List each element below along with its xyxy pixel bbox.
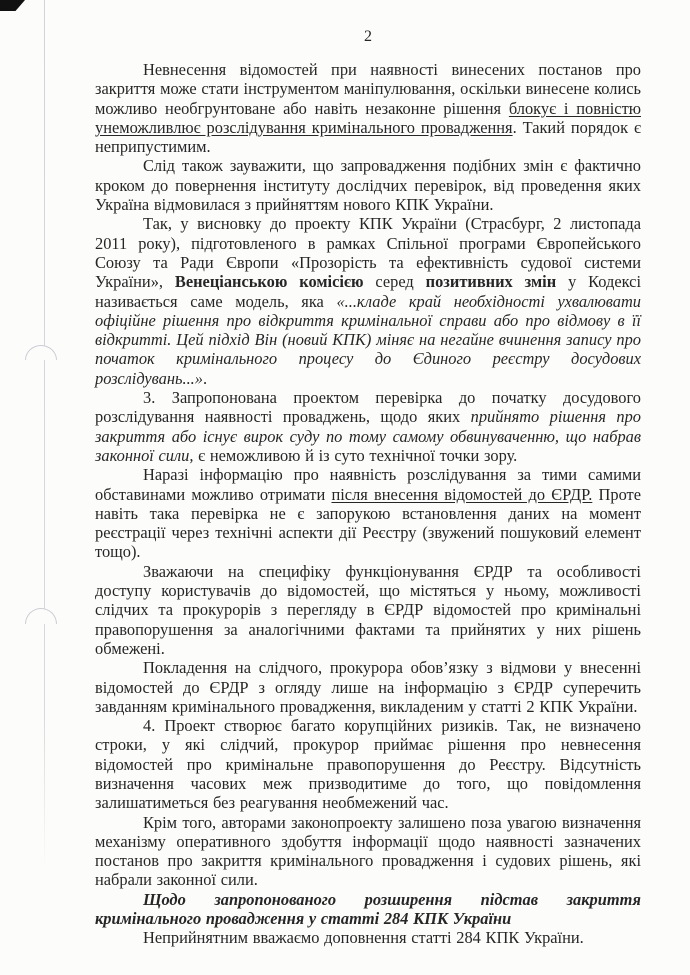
scan-corner-mark (0, 0, 25, 11)
text-run: 4. Проект створює багато корупційних ризиків. Так, не визначено строки, у які слідчий, прокурор приймає рішення про невнесення відомостей про кримінальне правопорушення до Реєстру. Відсутність визначення часових меж призводитиме до того, що повідомлення залишатиметься без реагування необмежений час. (95, 716, 641, 813)
text-run: серед (363, 272, 426, 292)
paragraph-9 (95, 813, 641, 890)
document-content (95, 28, 641, 948)
text-run: 3. Запропонована проектом перевірка до початку досудового розслідування наявності проваджень, щодо яких (95, 388, 641, 427)
text-run: є неможливою й із суто технічної точки зору. (193, 445, 518, 465)
text-run-underlined: після внесення відомостей до ЄРДР. (331, 484, 593, 504)
text-run-italic: прийнято рішення про закриття або існує вирок суду по тому самому обвинуваченню, що набрав законної сили, (95, 407, 642, 465)
paragraph-7 (95, 658, 641, 716)
text-run-underlined: блокує і повністю унеможливлює розслідування кримінального провадження (95, 98, 641, 137)
paragraph-2 (95, 156, 641, 214)
text-run: Наразі інформацію про наявність розслідування за тими самими обставинами можливо отримати (95, 465, 641, 504)
paragraph-3 (95, 214, 641, 388)
paragraph-item-4 (95, 716, 641, 812)
scan-edge-line (44, 0, 45, 872)
text-run: Зважаючи на специфіку функціонування ЄРДР та особливості доступу користувачів до відомостей, що містяться у ньому, можливості слідчих та прокурорів з перегляду в ЄРДР відомостей про кримінальні правопорушення за аналогічними фактами та прийнятих у них рішень обмежені. (95, 561, 641, 658)
text-run-bold: Венеціанською комісією (174, 272, 364, 292)
text-run: Неприйнятним вважаємо доповнення статті 284 КПК України. (143, 928, 584, 948)
text-run-bold-italic: Щодо запропонованого розширення підстав закриття кримінального провадження у статті 284 КПК України (95, 889, 641, 929)
text-run-bold: позитивних змін (425, 272, 557, 292)
closing-paragraph (95, 928, 641, 947)
text-run: Крім того, авторами законопроекту залишено поза увагою визначення механізму оперативного здобуття інформації щодо наявності зазначених постанов про закриття кримінального провадження і судових рішень, які набрали законної сили. (95, 812, 641, 890)
text-run: у Кодексі називається саме модель, яка (95, 272, 641, 311)
text-run: Невнесення відомостей при наявності винесених постанов про закриття може стати інструментом маніпулювання, оскільки винесене колись можливо необгрунтоване або навіть незаконне рішення (95, 60, 641, 118)
text-run: Проте навіть така перевірка не є запорукою встановлення даних на момент реєстрації через технічні аспекти дії Реєстру (звужений пошуковий елемент тощо). (95, 484, 641, 562)
paragraph-5 (95, 465, 641, 561)
text-run: . Такий порядок є неприпустимим. (95, 117, 642, 157)
text-run: Покладення на слідчого, прокурора обов’язку з відмови у внесенні відомостей до ЄРДР з огляду лише на інформацію з ЄРДР суперечить завданням кримінального провадження, викладеним у статті 2 КПК України. (95, 658, 641, 716)
scan-curl-mark-upper (25, 345, 57, 360)
paragraph-1 (95, 60, 641, 156)
text-run-italic: «...кладе край необхідності ухвалювати офіційне рішення про відкриття кримінальної справи або про відмову в її відкритті. Цей підхід Він (новий КПК) міняє на негайне вчинення запису про початок кримінального процесу до Єдиного реєстру досудових розслідувань...» (95, 291, 641, 388)
scan-curl-mark-lower (25, 608, 57, 624)
page-number: 2 (364, 28, 372, 45)
text-run: Слід також зауважити, що запровадження подібних змін є фактично кроком до повернення інституту дослідчих перевірок, від проведення яких Україна відмовилася з прийняттям нового КПК України. (95, 156, 641, 215)
section-heading (95, 890, 641, 929)
text-run: . (202, 368, 208, 388)
text-run: Так, у висновку до проекту КПК України (Страсбург, 2 листопада 2011 року), підготовленого в рамках Спільної програми Європейського Союзу та Ради Європи «Прозорість та ефективність судової системи України», (95, 214, 641, 292)
paragraph-item-3 (95, 388, 641, 465)
paragraph-6 (95, 562, 641, 658)
